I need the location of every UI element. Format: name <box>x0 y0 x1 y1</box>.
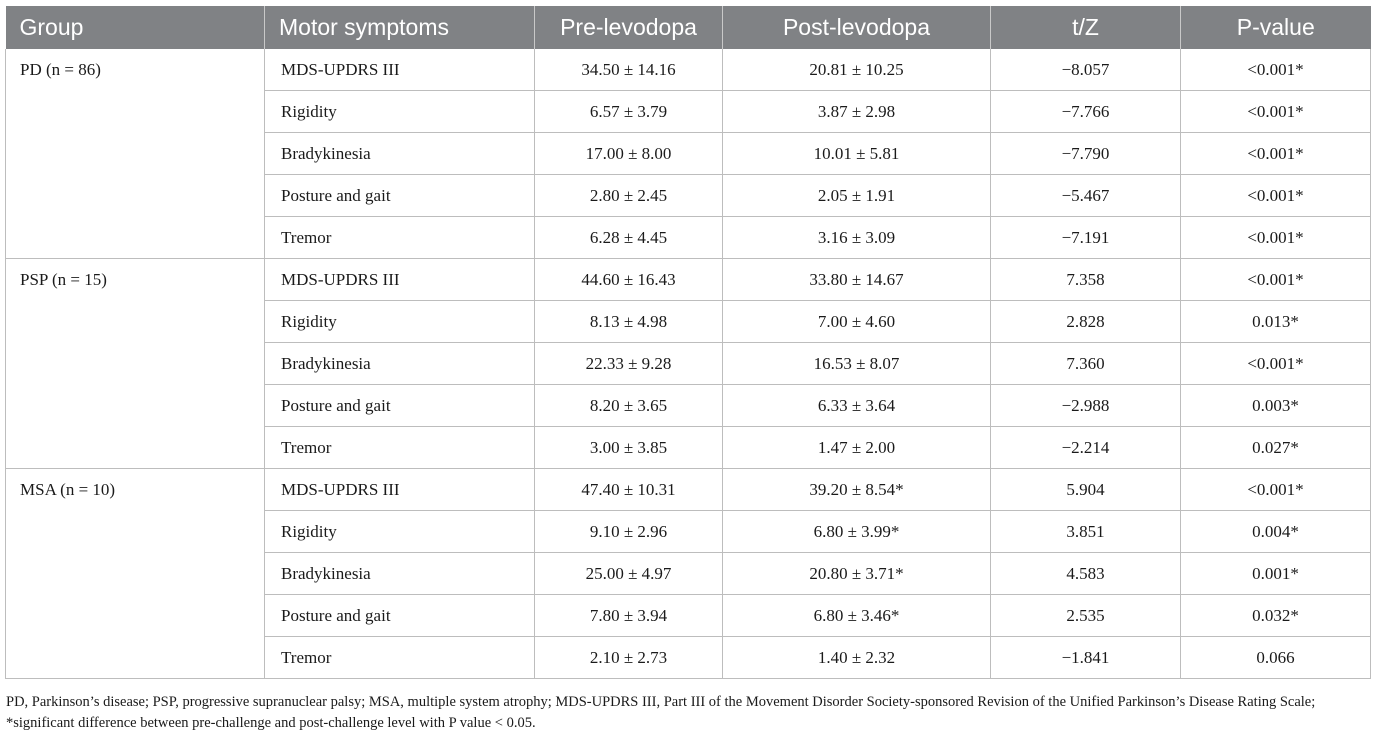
table-row <box>6 259 1371 301</box>
post-levodopa-cell: 20.81 ± 10.25 <box>723 49 991 91</box>
p-value-cell: 0.004* <box>1181 511 1371 553</box>
post-levodopa-cell: 3.16 ± 3.09 <box>723 217 991 259</box>
t-z-cell: −7.766 <box>991 91 1181 133</box>
pre-levodopa-cell: 47.40 ± 10.31 <box>535 469 723 511</box>
t-z-cell: −7.191 <box>991 217 1181 259</box>
t-z-cell: 5.904 <box>991 469 1181 511</box>
results-table <box>5 6 1371 679</box>
pre-levodopa-cell: 2.10 ± 2.73 <box>535 637 723 679</box>
p-value-cell: <0.001* <box>1181 49 1371 91</box>
table-row <box>6 469 1371 511</box>
p-value-cell: <0.001* <box>1181 343 1371 385</box>
p-value-cell: <0.001* <box>1181 259 1371 301</box>
p-value-cell: <0.001* <box>1181 175 1371 217</box>
table-container <box>5 6 1370 679</box>
pre-levodopa-cell: 8.20 ± 3.65 <box>535 385 723 427</box>
p-value-cell: 0.027* <box>1181 427 1371 469</box>
post-levodopa-cell: 6.80 ± 3.46* <box>723 595 991 637</box>
column-header-p-value: P-value <box>1181 6 1371 49</box>
pre-levodopa-cell: 22.33 ± 9.28 <box>535 343 723 385</box>
post-levodopa-cell: 16.53 ± 8.07 <box>723 343 991 385</box>
column-header-pre-levodopa: Pre-levodopa <box>535 6 723 49</box>
motor-symptom-cell: MDS-UPDRS III <box>265 259 535 301</box>
post-levodopa-cell: 20.80 ± 3.71* <box>723 553 991 595</box>
motor-symptom-cell: MDS-UPDRS III <box>265 49 535 91</box>
p-value-cell: 0.032* <box>1181 595 1371 637</box>
motor-symptom-cell: Rigidity <box>265 91 535 133</box>
column-header-t-z: t/Z <box>991 6 1181 49</box>
t-z-cell: −2.988 <box>991 385 1181 427</box>
post-levodopa-cell: 6.33 ± 3.64 <box>723 385 991 427</box>
pre-levodopa-cell: 34.50 ± 14.16 <box>535 49 723 91</box>
header-row <box>6 6 1371 49</box>
t-z-cell: 4.583 <box>991 553 1181 595</box>
post-levodopa-cell: 1.40 ± 2.32 <box>723 637 991 679</box>
post-levodopa-cell: 33.80 ± 14.67 <box>723 259 991 301</box>
table-body <box>6 49 1371 679</box>
t-z-cell: 3.851 <box>991 511 1181 553</box>
post-levodopa-cell: 2.05 ± 1.91 <box>723 175 991 217</box>
pre-levodopa-cell: 8.13 ± 4.98 <box>535 301 723 343</box>
p-value-cell: <0.001* <box>1181 91 1371 133</box>
p-value-cell: 0.066 <box>1181 637 1371 679</box>
t-z-cell: 2.828 <box>991 301 1181 343</box>
motor-symptom-cell: Rigidity <box>265 301 535 343</box>
t-z-cell: −2.214 <box>991 427 1181 469</box>
pre-levodopa-cell: 25.00 ± 4.97 <box>535 553 723 595</box>
motor-symptom-cell: Tremor <box>265 427 535 469</box>
group-label: PSP (n = 15) <box>6 259 265 469</box>
pre-levodopa-cell: 3.00 ± 3.85 <box>535 427 723 469</box>
motor-symptom-cell: Tremor <box>265 637 535 679</box>
p-value-cell: <0.001* <box>1181 133 1371 175</box>
motor-symptom-cell: Bradykinesia <box>265 553 535 595</box>
motor-symptom-cell: Bradykinesia <box>265 133 535 175</box>
p-value-cell: 0.003* <box>1181 385 1371 427</box>
post-levodopa-cell: 7.00 ± 4.60 <box>723 301 991 343</box>
pre-levodopa-cell: 17.00 ± 8.00 <box>535 133 723 175</box>
p-value-cell: <0.001* <box>1181 469 1371 511</box>
t-z-cell: −5.467 <box>991 175 1181 217</box>
group-label: PD (n = 86) <box>6 49 265 259</box>
pre-levodopa-cell: 6.57 ± 3.79 <box>535 91 723 133</box>
pre-levodopa-cell: 44.60 ± 16.43 <box>535 259 723 301</box>
motor-symptom-cell: Posture and gait <box>265 385 535 427</box>
p-value-cell: 0.001* <box>1181 553 1371 595</box>
t-z-cell: 7.360 <box>991 343 1181 385</box>
pre-levodopa-cell: 7.80 ± 3.94 <box>535 595 723 637</box>
table-row <box>6 49 1371 91</box>
post-levodopa-cell: 6.80 ± 3.99* <box>723 511 991 553</box>
pre-levodopa-cell: 9.10 ± 2.96 <box>535 511 723 553</box>
column-header-motor-symptoms: Motor symptoms <box>265 6 535 49</box>
t-z-cell: 7.358 <box>991 259 1181 301</box>
t-z-cell: −7.790 <box>991 133 1181 175</box>
post-levodopa-cell: 39.20 ± 8.54* <box>723 469 991 511</box>
post-levodopa-cell: 1.47 ± 2.00 <box>723 427 991 469</box>
motor-symptom-cell: Posture and gait <box>265 175 535 217</box>
column-header-group: Group <box>6 6 265 49</box>
pre-levodopa-cell: 6.28 ± 4.45 <box>535 217 723 259</box>
column-header-post-levodopa: Post-levodopa <box>723 6 991 49</box>
motor-symptom-cell: Posture and gait <box>265 595 535 637</box>
motor-symptom-cell: Rigidity <box>265 511 535 553</box>
motor-symptom-cell: Tremor <box>265 217 535 259</box>
group-label: MSA (n = 10) <box>6 469 265 679</box>
t-z-cell: −1.841 <box>991 637 1181 679</box>
pre-levodopa-cell: 2.80 ± 2.45 <box>535 175 723 217</box>
motor-symptom-cell: Bradykinesia <box>265 343 535 385</box>
t-z-cell: −8.057 <box>991 49 1181 91</box>
post-levodopa-cell: 3.87 ± 2.98 <box>723 91 991 133</box>
t-z-cell: 2.535 <box>991 595 1181 637</box>
post-levodopa-cell: 10.01 ± 5.81 <box>723 133 991 175</box>
motor-symptom-cell: MDS-UPDRS III <box>265 469 535 511</box>
table-footnote: PD, Parkinson’s disease; PSP, progressive supranuclear palsy; MSA, multiple system atrophy; MDS-UPDRS III, Part III of the Movement Disorder Society-sponsored Revision of the Unified Parkinson’s Disease Rating Scale; *significant difference between pre-challenge and post-challenge level with P value < 0.05. <box>6 694 1316 731</box>
p-value-cell: 0.013* <box>1181 301 1371 343</box>
p-value-cell: <0.001* <box>1181 217 1371 259</box>
